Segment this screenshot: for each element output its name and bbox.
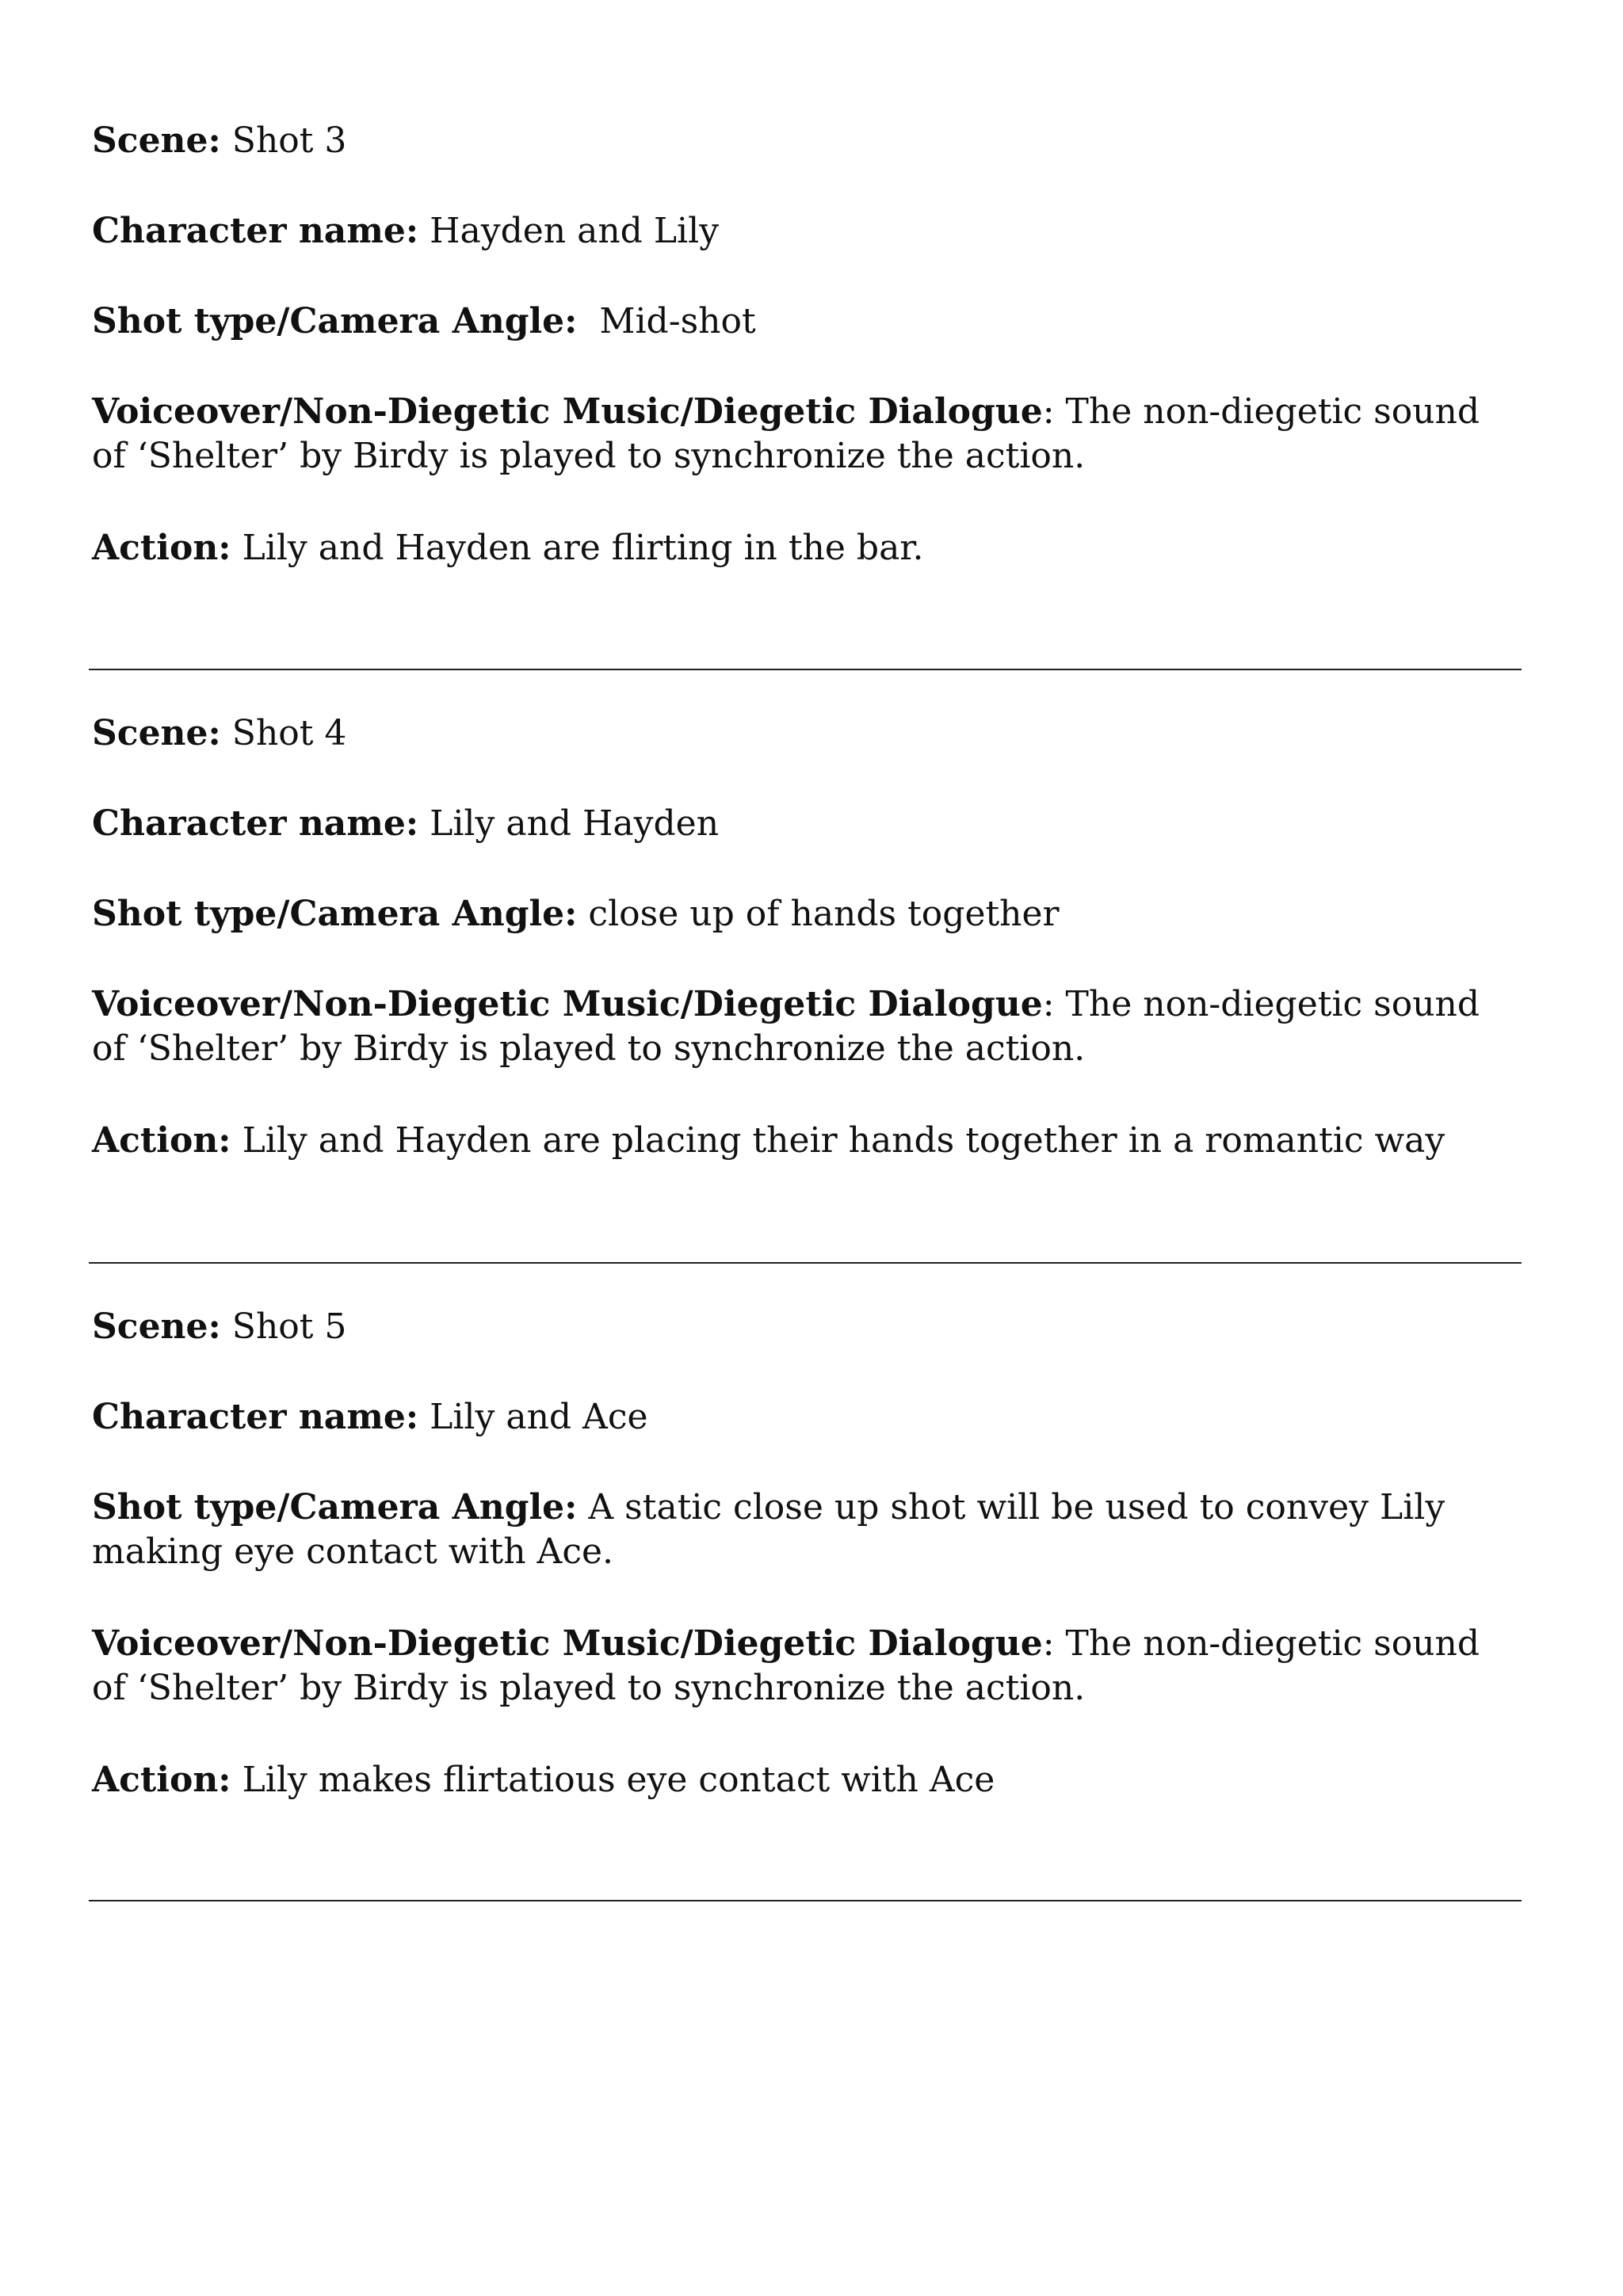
character-value: Hayden and Lily <box>430 211 720 251</box>
action-field <box>92 1119 1518 1163</box>
shot-type-value: A static close up shot will be used to convey Lily making eye contact with Ace. <box>92 1487 1445 1572</box>
action-value: Lily makes flirtatious eye contact with Ace <box>242 1760 995 1800</box>
character-field <box>92 802 1518 846</box>
action-label: Action: <box>92 528 231 568</box>
character-field <box>92 1395 1518 1440</box>
character-field <box>92 209 1518 254</box>
shot-type-field <box>92 299 1518 344</box>
character-label: Character name: <box>92 1397 419 1437</box>
section-divider <box>89 1900 1522 1901</box>
scene-field <box>92 711 1518 756</box>
shot-type-field <box>92 892 1518 936</box>
shot-type-label: Shot type/Camera Angle: <box>92 301 578 341</box>
scene-field <box>92 119 1518 163</box>
section-divider <box>89 1262 1522 1264</box>
scene-field <box>92 1305 1518 1349</box>
character-value: Lily and Hayden <box>430 803 720 844</box>
audio-label: Voiceover/Non-Diegetic Music/Diegetic Dialogue <box>92 984 1043 1024</box>
scene-value: Shot 4 <box>231 713 347 753</box>
scene-label: Scene: <box>92 713 221 753</box>
character-label: Character name: <box>92 803 419 844</box>
audio-field <box>92 1622 1518 1711</box>
action-field <box>92 526 1518 570</box>
action-value: Lily and Hayden are placing their hands together in a romantic way <box>242 1120 1445 1161</box>
action-field <box>92 1758 1518 1802</box>
scene-label: Scene: <box>92 120 221 161</box>
shot-type-field <box>92 1486 1518 1574</box>
scene-value: Shot 3 <box>231 120 347 161</box>
scene-value: Shot 5 <box>231 1306 347 1347</box>
section-divider <box>89 669 1522 670</box>
scene-label: Scene: <box>92 1306 221 1347</box>
action-label: Action: <box>92 1120 231 1161</box>
audio-value: : The non-diegetic sound of ‘Shelter’ by Birdy is played to synchronize the action. <box>92 391 1480 476</box>
shot-type-label: Shot type/Camera Angle: <box>92 894 578 934</box>
audio-value: : The non-diegetic sound of ‘Shelter’ by Birdy is played to synchronize the action. <box>92 984 1480 1069</box>
shot-type-label: Shot type/Camera Angle: <box>92 1487 578 1527</box>
action-value: Lily and Hayden are flirting in the bar. <box>242 528 924 568</box>
audio-label: Voiceover/Non-Diegetic Music/Diegetic Dialogue <box>92 391 1043 432</box>
action-label: Action: <box>92 1760 231 1800</box>
shot-type-value: close up of hands together <box>588 894 1060 934</box>
audio-label: Voiceover/Non-Diegetic Music/Diegetic Dialogue <box>92 1623 1043 1664</box>
audio-field <box>92 982 1518 1071</box>
audio-value: : The non-diegetic sound of ‘Shelter’ by Birdy is played to synchronize the action. <box>92 1623 1480 1708</box>
audio-field <box>92 390 1518 479</box>
shot-type-value: Mid-shot <box>599 301 756 341</box>
character-value: Lily and Ace <box>430 1397 648 1437</box>
character-label: Character name: <box>92 211 419 251</box>
